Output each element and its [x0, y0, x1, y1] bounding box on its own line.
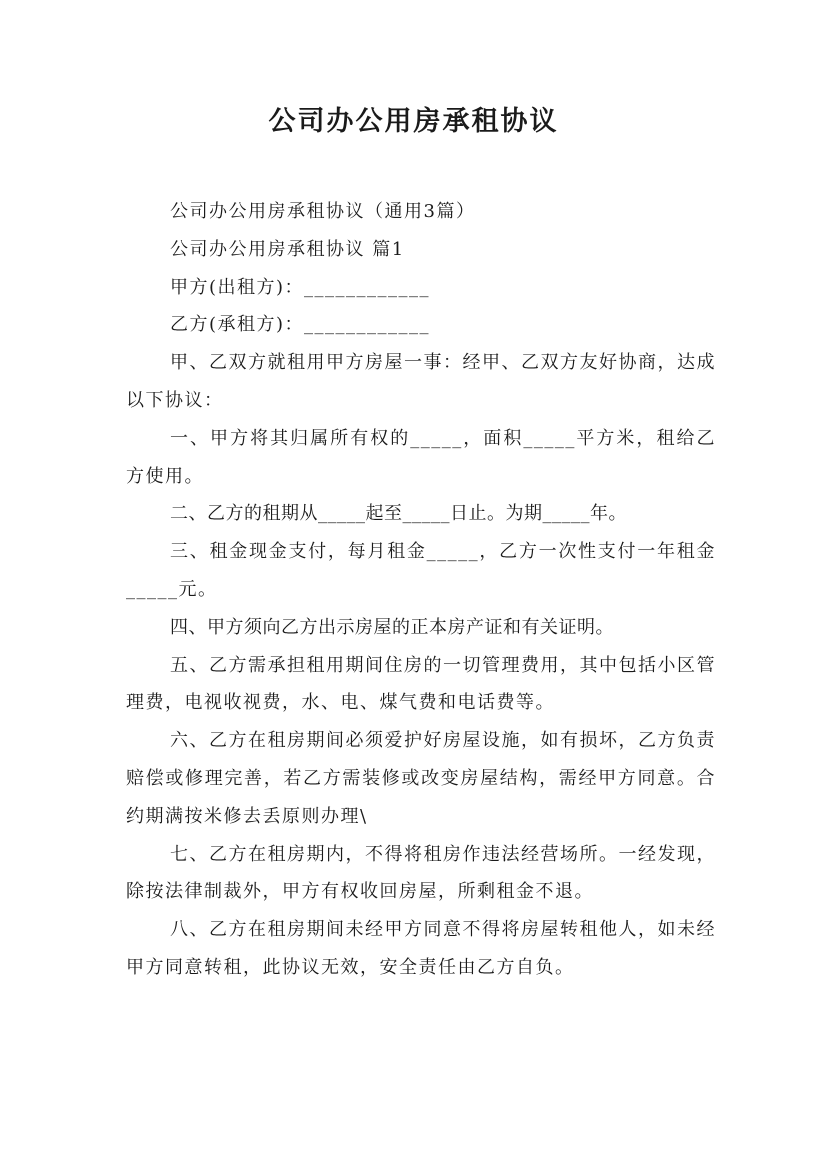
paragraph-party-a: 甲方(出租方)：____________	[170, 276, 431, 298]
paragraph-clause-4: 四、甲方须向乙方出示房屋的正本房产证和有关证明。	[170, 616, 614, 638]
paragraph-clause-7: 七、乙方在租房期内，不得将租房作违法经营场所。一经发现，除按法律制裁外，甲方有权收回房屋，所剩租金不退。	[126, 843, 716, 903]
paragraph-clause-5: 五、乙方需承担租用期间住房的一切管理费用，其中包括小区管理费，电视收视费，水、电、煤气费和电话费等。	[126, 654, 716, 714]
document-body	[126, 193, 716, 987]
paragraph-subtitle: 公司办公用房承租协议（通用3篇）	[170, 201, 476, 222]
document-title: 公司办公用房承租协议	[268, 106, 559, 137]
paragraph-clause-1: 一、甲方将其归属所有权的_____，面积_____平方米，租给乙方使用。	[126, 427, 716, 487]
paragraph-clause-6: 六、乙方在租房期间必须爱护好房屋设施，如有损坏，乙方负责赔偿或修理完善，若乙方需装修或改变房屋结构，需经甲方同意。合约期满按米修去丢原则办理\	[126, 730, 716, 827]
paragraph-section-heading: 公司办公用房承租协议 篇1	[170, 238, 405, 260]
paragraph-clause-3: 三、租金现金支付，每月租金_____，乙方一次性支付一年租金_____元。	[126, 541, 716, 600]
paragraph-intro: 甲、乙双方就租用甲方房屋一事：经甲、乙双方友好协商，达成以下协议：	[126, 352, 716, 411]
paragraph-clause-2: 二、乙方的租期从_____起至_____日止。为期_____年。	[170, 503, 627, 525]
paragraph-clause-8: 八、乙方在租房期间未经甲方同意不得将房屋转租他人，如未经甲方同意转租，此协议无效，安全责任由乙方自负。	[126, 919, 716, 978]
paragraph-party-b: 乙方(承租方)：____________	[170, 314, 431, 336]
